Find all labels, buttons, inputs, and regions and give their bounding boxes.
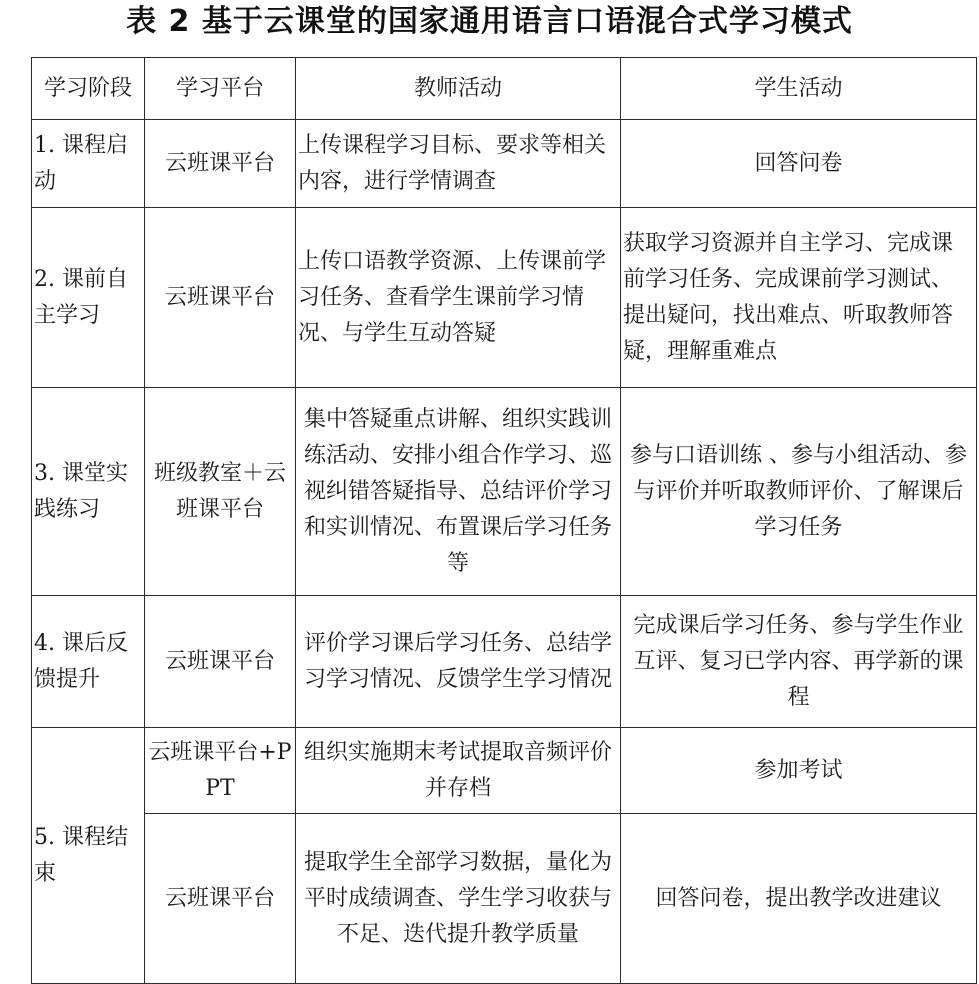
table-header-row [32, 58, 977, 120]
teacher-activity-cell: 上传口语教学资源、上传课前学习任务、查看学生课前学习情况、与学生互动答疑 [296, 208, 621, 388]
teacher-activity-cell: 组织实施期末考试提取音频评价并存档 [296, 728, 621, 814]
table-row [32, 120, 977, 208]
student-activity-cell: 参加考试 [621, 728, 977, 814]
learning-mode-table [31, 57, 977, 984]
platform-cell: 云班课平台+PPT [145, 728, 296, 814]
stage-cell: 3. 课堂实践练习 [32, 388, 145, 596]
student-activity-cell: 完成课后学习任务、参与学生作业互评、复习已学内容、再学新的课程 [621, 596, 977, 728]
header-stage: 学习阶段 [32, 58, 145, 120]
table-row [32, 814, 977, 984]
table-title: 表 2 基于云课堂的国家通用语言口语混合式学习模式 [126, 4, 853, 39]
stage-cell: 2. 课前自主学习 [32, 208, 145, 388]
teacher-activity-cell: 提取学生全部学习数据，量化为平时成绩调查、学生学习收获与不足、迭代提升教学质量 [296, 814, 621, 984]
stage-cell: 1. 课程启动 [32, 120, 145, 208]
table-row [32, 596, 977, 728]
student-activity-cell: 回答问卷，提出教学改进建议 [621, 814, 977, 984]
platform-cell: 云班课平台 [145, 814, 296, 984]
student-activity-cell: 参与口语训练 、参与小组活动、参与评价并听取教师评价、了解课后学习任务 [621, 388, 977, 596]
platform-cell: 云班课平台 [145, 120, 296, 208]
teacher-activity-cell: 评价学习课后学习任务、总结学习学习情况、反馈学生学习情况 [296, 596, 621, 728]
header-platform: 学习平台 [145, 58, 296, 120]
student-activity-cell: 回答问卷 [621, 120, 977, 208]
student-activity-cell: 获取学习资源并自主学习、完成课前学习任务、完成课前学习测试、提出疑问，找出难点、听取教师答疑，理解重难点 [621, 208, 977, 388]
stage-cell: 5. 课程结束 [32, 728, 145, 984]
teacher-activity-cell: 集中答疑重点讲解、组织实践训练活动、安排小组合作学习、巡视纠错答疑指导、总结评价学习和实训情况、布置课后学习任务等 [296, 388, 621, 596]
teacher-activity-cell: 上传课程学习目标、要求等相关内容，进行学情调查 [296, 120, 621, 208]
platform-cell: 班级教室＋云班课平台 [145, 388, 296, 596]
platform-cell: 云班课平台 [145, 596, 296, 728]
platform-cell: 云班课平台 [145, 208, 296, 388]
header-teacher-activity: 教师活动 [296, 58, 621, 120]
table-row [32, 728, 977, 814]
header-student-activity: 学生活动 [621, 58, 977, 120]
table-row [32, 388, 977, 596]
table-row [32, 208, 977, 388]
stage-cell: 4. 课后反馈提升 [32, 596, 145, 728]
